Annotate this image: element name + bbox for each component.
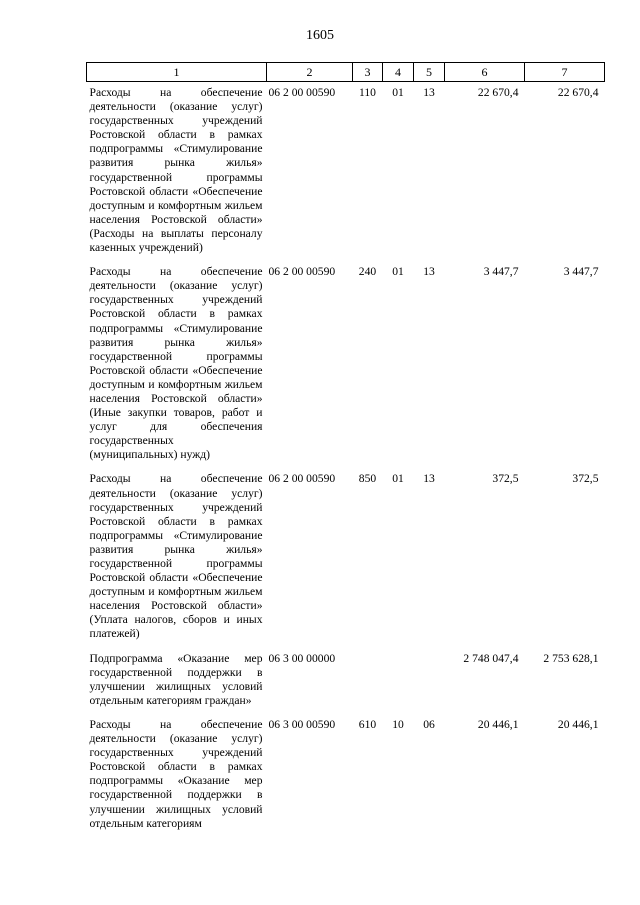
amount-year-2: 372,5 <box>572 472 599 486</box>
target-article-code: 06 2 00 00590 <box>268 472 336 486</box>
target-article-code: 06 3 00 00590 <box>268 717 336 731</box>
expense-name: Расходы на обеспечение деятельности (оказание услуг) государственных учреждений Ростовской области в рамках подпрограммы «Стимулирование развития рынка жилья» государственной программы Ростовской области «Обеспечение доступным и комфортным жильем населения Ростовской области» (Уплата налогов, сборов и иных платежей) <box>89 472 263 641</box>
section-code: 01 <box>392 472 404 486</box>
expense-type-code: 850 <box>358 472 377 486</box>
amount-year-1: 3 447,7 <box>483 265 519 279</box>
table-row <box>87 714 605 837</box>
column-header: 5 <box>414 63 445 82</box>
subsection-code: 06 <box>423 717 435 731</box>
column-header: 4 <box>383 63 414 82</box>
column-header: 7 <box>525 63 605 82</box>
amount-year-1: 20 446,1 <box>477 717 519 731</box>
expense-type-code <box>353 648 383 714</box>
subsection-code <box>414 648 445 714</box>
subsection-code: 13 <box>423 265 435 279</box>
amount-year-2: 3 447,7 <box>563 265 599 279</box>
expense-name: Расходы на обеспечение деятельности (оказание услуг) государственных учреждений Ростовской области в рамках подпрограммы «Оказание мер государственной поддержки в улучшении жилищных условий отдельным категориям <box>89 717 263 830</box>
amount-year-2: 2 753 628,1 <box>543 651 599 665</box>
expense-name: Расходы на обеспечение деятельности (оказание услуг) государственных учреждений Ростовской области в рамках подпрограммы «Стимулирование развития рынка жилья» государственной программы Ростовской области «Обеспечение доступным и комфортным жильем населения Ростовской области» (Расходы на выплаты персоналу казенных учреждений) <box>89 86 263 255</box>
target-article-code: 06 3 00 00000 <box>268 651 336 665</box>
table-row <box>87 261 605 468</box>
column-header: 6 <box>445 63 525 82</box>
subsection-code: 13 <box>423 86 435 99</box>
budget-table <box>86 62 605 837</box>
amount-year-1: 2 748 047,4 <box>463 651 519 665</box>
table-row <box>87 468 605 647</box>
expense-type-code: 610 <box>358 717 377 731</box>
table-row <box>87 82 605 262</box>
amount-year-2: 20 446,1 <box>557 717 599 731</box>
section-code: 01 <box>392 265 404 279</box>
column-header: 1 <box>87 63 267 82</box>
amount-year-1: 372,5 <box>492 472 519 486</box>
section-code <box>383 648 414 714</box>
column-header: 2 <box>267 63 353 82</box>
table-row <box>87 648 605 714</box>
expense-name: Подпрограмма «Оказание мер государственной поддержки в улучшении жилищных условий отдельным категориям граждан» <box>89 651 263 707</box>
column-header: 3 <box>353 63 383 82</box>
subsection-code: 13 <box>423 472 435 486</box>
target-article-code: 06 2 00 00590 <box>268 265 336 279</box>
section-code: 01 <box>392 86 404 99</box>
amount-year-2: 22 670,4 <box>557 86 599 99</box>
expense-type-code: 110 <box>359 86 376 99</box>
expense-type-code: 240 <box>358 265 377 279</box>
target-article-code: 06 2 00 00590 <box>268 86 336 99</box>
table-header-row <box>87 63 605 82</box>
section-code: 10 <box>392 717 404 731</box>
expense-name: Расходы на обеспечение деятельности (оказание услуг) государственных учреждений Ростовской области в рамках подпрограммы «Стимулирование развития рынка жилья» государственной программы Ростовской области «Обеспечение доступным и комфортным жильем населения Ростовской области» (Иные закупки товаров, работ и услуг для обеспечения государственных (муниципальных) нужд) <box>89 265 263 462</box>
amount-year-1: 22 670,4 <box>477 86 519 99</box>
page-number: 1605 <box>306 28 334 43</box>
